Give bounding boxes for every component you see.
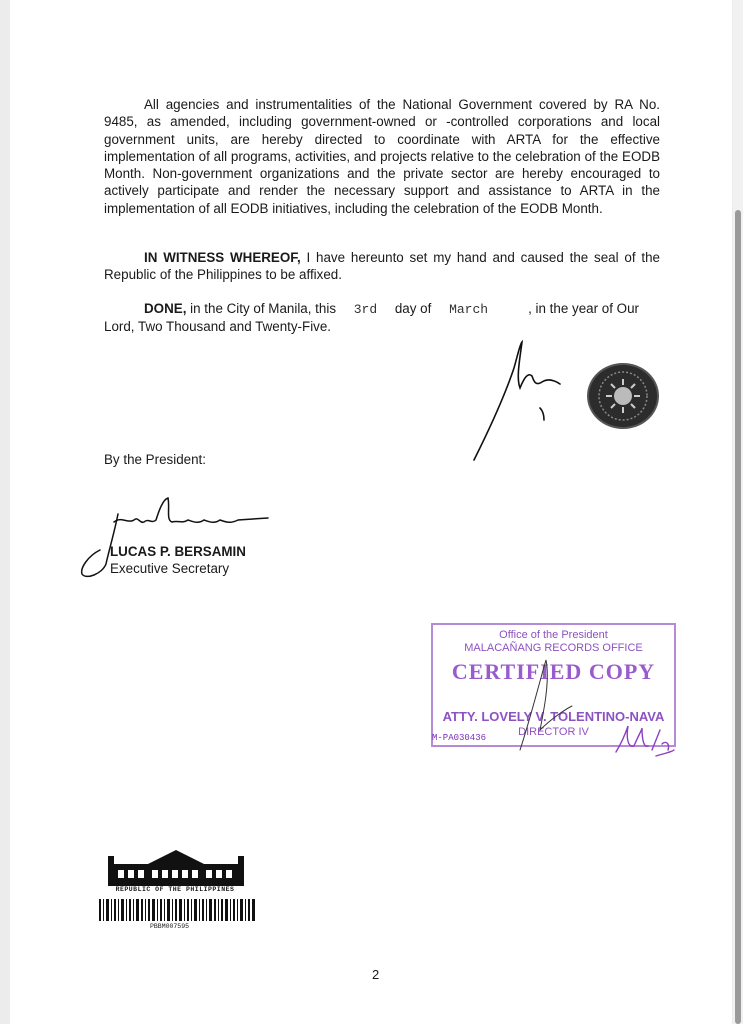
stamp-initials: [612, 722, 676, 760]
stamp-officer-name: ATTY. LOVELY V. TOLENTINO-NAVA: [442, 709, 665, 724]
paragraph-directive: All agencies and instrumentalities of the National Government covered by RA No. 9485, as amended, including government-owned or -controlled corporations and local government units, are hereby directed to coordinate with ARTA for the effective implementation of all programs, activities, and projects relative to the celebration of the EODB Month. Non-government organizations and the private sector are hereby encouraged to actively participate and render the necessary support and assistance to ARTA in the implementation of all EODB initiatives, including the celebration of the EODB Month.: [104, 97, 660, 216]
stamp-office: Office of the President: [499, 629, 608, 641]
stamp-records-office: MALACAÑANG RECORDS OFFICE: [464, 642, 643, 654]
paragraph-witness: IN WITNESS WHEREOF, I have hereunto set my hand and caused the seal of the Republic of the Philippines to be affixed.: [104, 250, 660, 283]
by-the-president: By the President:: [104, 452, 206, 467]
seal-of-president: [587, 363, 659, 429]
witness-heading: IN WITNESS WHEREOF,: [144, 250, 301, 265]
page-number: 2: [372, 967, 380, 982]
stamp-officer-title: DIRECTOR IV: [518, 726, 589, 738]
barcode: [99, 899, 255, 921]
signer-name: LUCAS P. BERSAMIN: [110, 544, 246, 559]
signer-title: Executive Secretary: [110, 561, 230, 576]
paragraph-done: DONE, in the City of Manila, this 3rd day of March , in the year of Our Lord, Two Thousand and Twenty-Five.: [104, 301, 639, 335]
president-signature: [470, 338, 580, 464]
done-heading: DONE,: [144, 301, 187, 316]
scrollbar-thumb[interactable]: [735, 210, 741, 1024]
stamp-signature: [510, 650, 580, 760]
date-day: 3rd: [353, 302, 378, 317]
sun-emblem-icon: [589, 365, 657, 427]
date-month: March: [449, 302, 489, 317]
scrollbar-track[interactable]: [733, 0, 743, 1024]
stamp-certified-copy: CERTIFIED COPY: [451, 659, 656, 684]
stamp-reference-code: M-PA030436: [432, 733, 487, 743]
barcode-number: PBBM007595: [150, 923, 190, 930]
logo-caption: REPUBLIC OF THE PHILIPPINES: [115, 886, 235, 893]
malacanang-palace-logo: [108, 848, 244, 886]
